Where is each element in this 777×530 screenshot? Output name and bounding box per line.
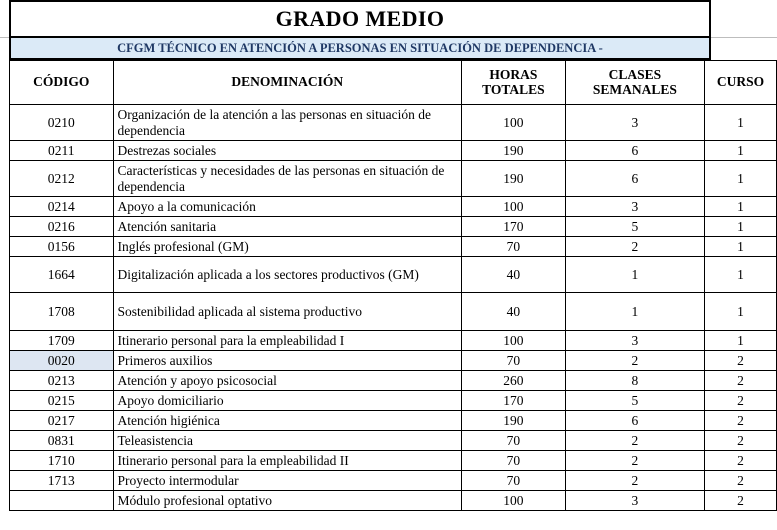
course-subtitle: CFGM TÉCNICO EN ATENCIÓN A PERSONAS EN SITUACIÓN DE DEPENDENCIA - (9, 38, 711, 60)
subtitle-row (0, 38, 777, 60)
cell-curso[interactable]: 2 (705, 351, 777, 371)
cell-curso[interactable]: 2 (705, 431, 777, 451)
cell-curso[interactable]: 1 (705, 257, 777, 293)
table-row[interactable] (10, 331, 777, 351)
cell-denominacion[interactable]: Itinerario personal para la empleabilidad II (113, 451, 462, 471)
cell-codigo[interactable]: 1709 (10, 331, 114, 351)
cell-denominacion[interactable]: Proyecto intermodular (113, 471, 462, 491)
cell-horas-totales[interactable]: 70 (462, 351, 566, 371)
header-codigo: CÓDIGO (10, 61, 114, 105)
table-row[interactable] (10, 371, 777, 391)
table-body (10, 105, 777, 511)
cell-horas-totales[interactable]: 70 (462, 451, 566, 471)
cell-curso[interactable]: 2 (705, 411, 777, 431)
cell-horas-totales[interactable]: 40 (462, 257, 566, 293)
table-row[interactable] (10, 217, 777, 237)
cell-horas-totales[interactable]: 190 (462, 161, 566, 197)
table-row[interactable] (10, 293, 777, 331)
cell-codigo[interactable] (10, 491, 114, 511)
cell-curso[interactable]: 1 (705, 105, 777, 141)
table-header (10, 61, 777, 105)
cell-codigo[interactable]: 0831 (10, 431, 114, 451)
cell-denominacion[interactable]: Itinerario personal para la empleabilidad I (113, 331, 462, 351)
cell-clases-semanales[interactable]: 3 (565, 491, 704, 511)
title-left-spacer (0, 0, 9, 38)
table-row[interactable] (10, 141, 777, 161)
cell-horas-totales[interactable]: 260 (462, 371, 566, 391)
cell-clases-semanales[interactable]: 6 (565, 411, 704, 431)
cell-codigo[interactable]: 1713 (10, 471, 114, 491)
cell-curso[interactable]: 2 (705, 391, 777, 411)
table-row[interactable] (10, 431, 777, 451)
cell-horas-totales[interactable]: 190 (462, 411, 566, 431)
cell-codigo[interactable]: 0210 (10, 105, 114, 141)
cell-horas-totales[interactable]: 70 (462, 237, 566, 257)
cell-curso[interactable]: 2 (705, 451, 777, 471)
cell-clases-semanales[interactable]: 5 (565, 217, 704, 237)
cell-clases-semanales[interactable]: 2 (565, 431, 704, 451)
cell-denominacion[interactable]: Atención y apoyo psicosocial (113, 371, 462, 391)
cell-denominacion[interactable]: Teleasistencia (113, 431, 462, 451)
header-clases-semanales (565, 61, 704, 105)
cell-curso[interactable]: 1 (705, 141, 777, 161)
cell-denominacion[interactable]: Apoyo a la comunicación (113, 197, 462, 217)
header-horas-line1: HORAS (489, 67, 538, 83)
cell-clases-semanales[interactable]: 6 (565, 141, 704, 161)
header-horas-totales (462, 61, 566, 105)
header-clases-line1: CLASES (608, 67, 662, 83)
cell-denominacion[interactable]: Atención higiénica (113, 411, 462, 431)
cell-codigo[interactable]: 1708 (10, 293, 114, 331)
cell-denominacion[interactable]: Destrezas sociales (113, 141, 462, 161)
table-row[interactable] (10, 105, 777, 141)
cell-clases-semanales[interactable]: 1 (565, 257, 704, 293)
cell-curso[interactable]: 1 (705, 161, 777, 197)
table-row[interactable] (10, 471, 777, 491)
cell-denominacion[interactable]: Inglés profesional (GM) (113, 237, 462, 257)
cell-denominacion[interactable]: Atención sanitaria (113, 217, 462, 237)
modules-table (9, 60, 777, 511)
subtitle-left-spacer (0, 38, 9, 60)
table-row[interactable] (10, 411, 777, 431)
cell-codigo[interactable]: 0212 (10, 161, 114, 197)
header-curso: CURSO (705, 61, 777, 105)
cell-codigo[interactable]: 1664 (10, 257, 114, 293)
cell-codigo[interactable]: 1710 (10, 451, 114, 471)
cell-clases-semanales[interactable]: 2 (565, 471, 704, 491)
cell-codigo[interactable]: 0214 (10, 197, 114, 217)
header-horas-line2: TOTALES (482, 81, 545, 97)
cell-clases-semanales[interactable]: 2 (565, 237, 704, 257)
cell-curso[interactable]: 1 (705, 237, 777, 257)
page-title: GRADO MEDIO (9, 0, 711, 38)
table-row[interactable] (10, 237, 777, 257)
subtitle-right-spacer (711, 38, 777, 60)
cell-horas-totales[interactable]: 40 (462, 293, 566, 331)
table-row[interactable] (10, 197, 777, 217)
cell-curso[interactable]: 1 (705, 217, 777, 237)
cell-horas-totales[interactable]: 100 (462, 197, 566, 217)
cell-curso[interactable]: 2 (705, 471, 777, 491)
cell-denominacion[interactable]: Primeros auxilios (113, 351, 462, 371)
table-row[interactable] (10, 257, 777, 293)
cell-denominacion[interactable]: Módulo profesional optativo (113, 491, 462, 511)
cell-horas-totales[interactable]: 170 (462, 217, 566, 237)
cell-clases-semanales[interactable]: 2 (565, 351, 704, 371)
cell-codigo[interactable]: 0156 (10, 237, 114, 257)
cell-horas-totales[interactable]: 100 (462, 491, 566, 511)
cell-curso[interactable]: 2 (705, 371, 777, 391)
cell-codigo[interactable]: 0217 (10, 411, 114, 431)
cell-horas-totales[interactable]: 190 (462, 141, 566, 161)
cell-horas-totales[interactable]: 170 (462, 391, 566, 411)
header-clases-line2: SEMANALES (592, 81, 677, 97)
cell-horas-totales[interactable]: 100 (462, 331, 566, 351)
table-row[interactable] (10, 451, 777, 471)
cell-codigo[interactable]: 0211 (10, 141, 114, 161)
header-row (10, 61, 777, 105)
cell-denominacion[interactable]: Organización de la atención a las personas en situación de dependencia (113, 105, 462, 141)
cell-denominacion[interactable]: Características y necesidades de las personas en situación de dependencia (113, 161, 462, 197)
cell-clases-semanales[interactable]: 2 (565, 451, 704, 471)
cell-horas-totales[interactable]: 70 (462, 431, 566, 451)
cell-clases-semanales[interactable]: 3 (565, 197, 704, 217)
cell-codigo[interactable]: 0215 (10, 391, 114, 411)
cell-codigo[interactable]: 0213 (10, 371, 114, 391)
cell-denominacion[interactable]: Digitalización aplicada a los sectores productivos (GM) (113, 257, 462, 293)
cell-clases-semanales[interactable]: 5 (565, 391, 704, 411)
cell-clases-semanales[interactable]: 6 (565, 161, 704, 197)
table-row[interactable] (10, 351, 777, 371)
cell-curso[interactable]: 2 (705, 491, 777, 511)
table-row[interactable] (10, 491, 777, 511)
cell-denominacion[interactable]: Apoyo domiciliario (113, 391, 462, 411)
title-row (0, 0, 777, 38)
table-row[interactable] (10, 161, 777, 197)
cell-clases-semanales[interactable]: 8 (565, 371, 704, 391)
cell-clases-semanales[interactable]: 3 (565, 105, 704, 141)
cell-horas-totales[interactable]: 70 (462, 471, 566, 491)
cell-curso[interactable]: 1 (705, 331, 777, 351)
cell-denominacion[interactable]: Sostenibilidad aplicada al sistema productivo (113, 293, 462, 331)
header-denominacion: DENOMINACIÓN (113, 61, 462, 105)
cell-curso[interactable]: 1 (705, 293, 777, 331)
cell-curso[interactable]: 1 (705, 197, 777, 217)
cell-clases-semanales[interactable]: 3 (565, 331, 704, 351)
title-right-spacer (711, 0, 777, 38)
table-row[interactable] (10, 391, 777, 411)
cell-horas-totales[interactable]: 100 (462, 105, 566, 141)
cell-codigo[interactable]: 0020 (10, 351, 114, 371)
cell-codigo[interactable]: 0216 (10, 217, 114, 237)
cell-clases-semanales[interactable]: 1 (565, 293, 704, 331)
